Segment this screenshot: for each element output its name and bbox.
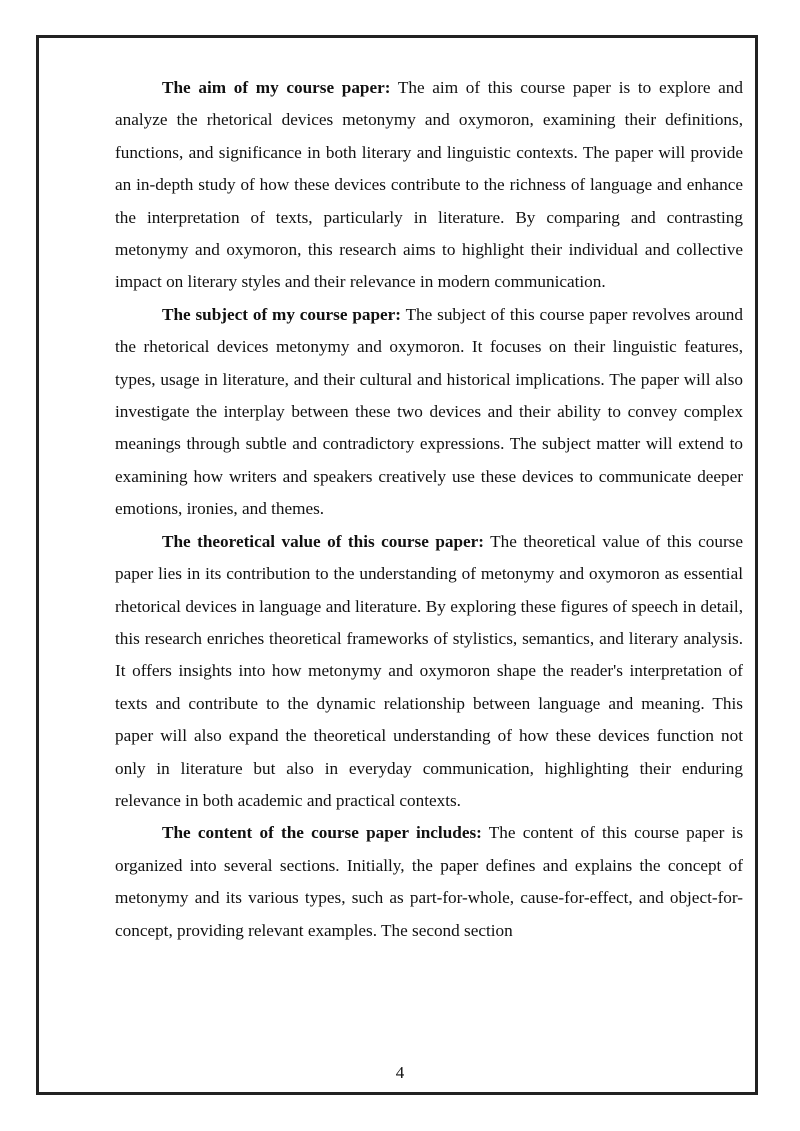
paragraph-content: [115, 817, 743, 947]
paragraph-heading: The aim of my course paper:: [162, 78, 391, 97]
page-content: [115, 72, 743, 947]
paragraph-body: The subject of this course paper revolves around the rhetorical devices metonymy and oxymoron. It focuses on their linguistic features, types, usage in literature, and their cultural and historical implications. The paper will also investigate the interplay between these two devices and their ability to convey complex meanings through subtle and contradictory expressions. The subject matter will extend to examining how writers and speakers creatively use these devices to communicate deeper emotions, ironies, and themes.: [115, 304, 743, 519]
paragraph-theoretical-value: [115, 526, 743, 818]
page-number: 4: [395, 1063, 405, 1082]
paragraph-heading: The subject of my course paper:: [162, 304, 402, 324]
paragraph-heading: The content of the course paper includes:: [162, 823, 482, 843]
paragraph-subject: [115, 299, 743, 526]
paragraph-body: The aim of this course paper is to explore and analyze the rhetorical devices metonymy and oxymoron, examining their definitions, functions, and significance in both literary and linguistic contexts. The paper will provide an in-depth study of how these devices contribute to the richness of language and enhance the interpretation of texts, particularly in literature. By comparing and contrasting metonymy and oxymoron, this research aims to highlight their individual and collective impact on literary styles and their relevance in modern communication.: [115, 78, 743, 292]
paragraph-heading: The theoretical value of this course paper:: [162, 531, 485, 551]
paragraph-body: The theoretical value of this course paper lies in its contribution to the understanding of metonymy and oxymoron as essential rhetorical devices in language and literature. By exploring these figures of speech in detail, this research enriches theoretical frameworks of stylistics, semantics, and literary analysis. It offers insights into how metonymy and oxymoron shape the reader's interpretation of texts and contribute to the dynamic relationship between language and meaning. This paper will also expand the theoretical understanding of how these devices function not only in literature but also in everyday communication, highlighting their enduring relevance in both academic and practical contexts.: [115, 531, 743, 810]
paragraph-aim: [115, 72, 743, 299]
paragraph-body: The content of this course paper is organized into several sections. Initially, the paper defines and explains the concept of metonymy and its various types, such as part-for-whole, cause-for-effect, and object-for-concept, providing relevant examples. The second section: [115, 823, 744, 940]
